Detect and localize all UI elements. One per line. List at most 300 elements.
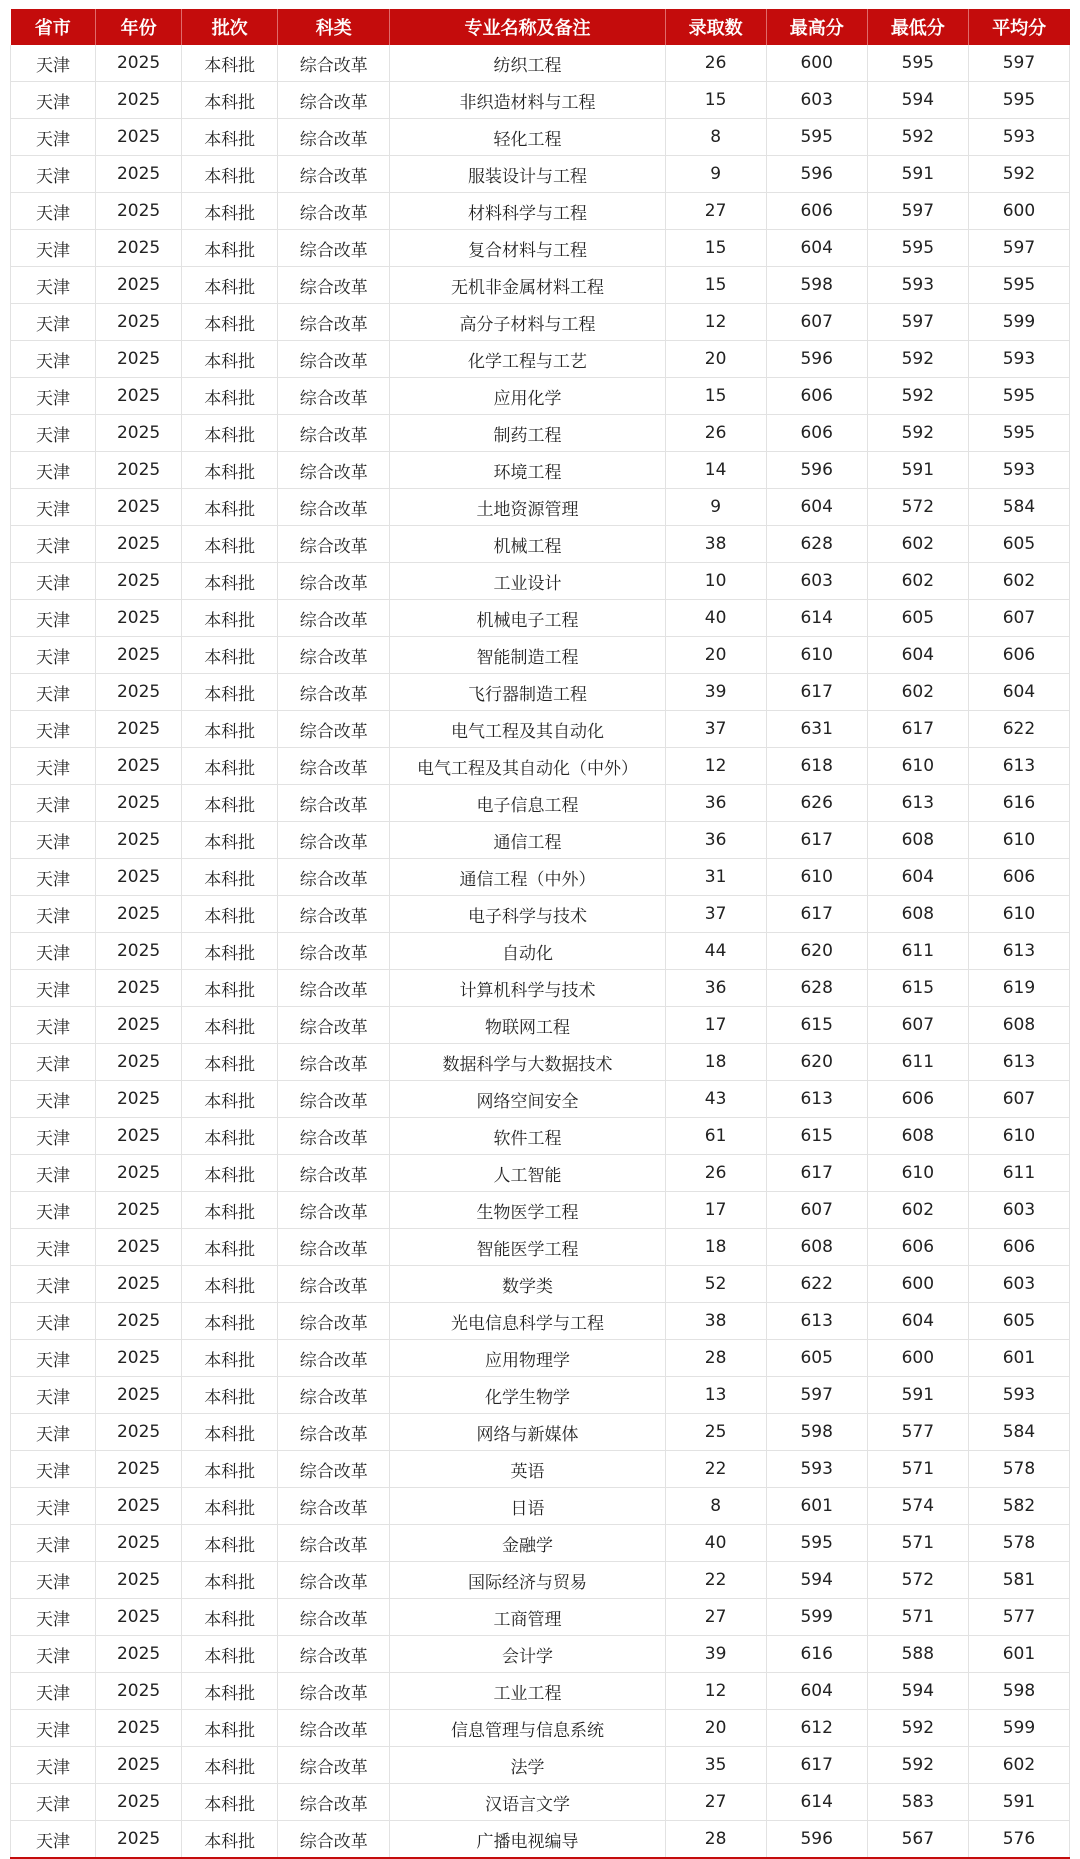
cell-admitted-count: 8 xyxy=(665,1488,766,1525)
cell-subject-type: 综合改革 xyxy=(278,193,390,230)
cell-min-score: 608 xyxy=(867,1118,968,1155)
cell-avg-score: 581 xyxy=(968,1562,1069,1599)
cell-batch: 本科批 xyxy=(182,156,278,193)
cell-batch: 本科批 xyxy=(182,119,278,156)
cell-avg-score: 593 xyxy=(968,341,1069,378)
cell-year: 2025 xyxy=(96,1007,182,1044)
cell-max-score: 605 xyxy=(766,1340,867,1377)
cell-major: 生物医学工程 xyxy=(390,1192,665,1229)
cell-min-score: 605 xyxy=(867,600,968,637)
cell-year: 2025 xyxy=(96,1266,182,1303)
cell-max-score: 614 xyxy=(766,600,867,637)
cell-subject-type: 综合改革 xyxy=(278,1488,390,1525)
table-row xyxy=(11,489,1070,526)
cell-max-score: 610 xyxy=(766,859,867,896)
cell-max-score: 594 xyxy=(766,1562,867,1599)
cell-min-score: 577 xyxy=(867,1414,968,1451)
cell-min-score: 602 xyxy=(867,563,968,600)
cell-province: 天津 xyxy=(11,1266,96,1303)
cell-admitted-count: 40 xyxy=(665,600,766,637)
cell-subject-type: 综合改革 xyxy=(278,119,390,156)
cell-year: 2025 xyxy=(96,1636,182,1673)
cell-min-score: 574 xyxy=(867,1488,968,1525)
cell-admitted-count: 22 xyxy=(665,1562,766,1599)
cell-province: 天津 xyxy=(11,1118,96,1155)
cell-avg-score: 613 xyxy=(968,933,1069,970)
cell-subject-type: 综合改革 xyxy=(278,563,390,600)
cell-admitted-count: 14 xyxy=(665,452,766,489)
cell-province: 天津 xyxy=(11,1192,96,1229)
cell-year: 2025 xyxy=(96,489,182,526)
cell-year: 2025 xyxy=(96,1081,182,1118)
cell-max-score: 610 xyxy=(766,637,867,674)
cell-year: 2025 xyxy=(96,1229,182,1266)
cell-province: 天津 xyxy=(11,1562,96,1599)
cell-avg-score: 599 xyxy=(968,1710,1069,1747)
cell-min-score: 607 xyxy=(867,1007,968,1044)
cell-batch: 本科批 xyxy=(182,193,278,230)
cell-admitted-count: 13 xyxy=(665,1377,766,1414)
cell-major: 法学 xyxy=(390,1747,665,1784)
table-row xyxy=(11,1488,1070,1525)
cell-year: 2025 xyxy=(96,674,182,711)
cell-batch: 本科批 xyxy=(182,1229,278,1266)
cell-avg-score: 578 xyxy=(968,1451,1069,1488)
header-subject-type: 科类 xyxy=(278,9,390,45)
cell-province: 天津 xyxy=(11,193,96,230)
cell-subject-type: 综合改革 xyxy=(278,1266,390,1303)
cell-min-score: 600 xyxy=(867,1266,968,1303)
cell-admitted-count: 26 xyxy=(665,1155,766,1192)
table-row xyxy=(11,452,1070,489)
cell-max-score: 606 xyxy=(766,415,867,452)
cell-avg-score: 608 xyxy=(968,1007,1069,1044)
cell-min-score: 611 xyxy=(867,1044,968,1081)
cell-admitted-count: 39 xyxy=(665,1636,766,1673)
cell-avg-score: 610 xyxy=(968,822,1069,859)
cell-avg-score: 598 xyxy=(968,1673,1069,1710)
cell-province: 天津 xyxy=(11,119,96,156)
cell-admitted-count: 37 xyxy=(665,896,766,933)
cell-subject-type: 综合改革 xyxy=(278,1451,390,1488)
cell-max-score: 617 xyxy=(766,1747,867,1784)
cell-province: 天津 xyxy=(11,970,96,1007)
cell-year: 2025 xyxy=(96,1488,182,1525)
cell-subject-type: 综合改革 xyxy=(278,785,390,822)
cell-province: 天津 xyxy=(11,1451,96,1488)
cell-year: 2025 xyxy=(96,119,182,156)
cell-max-score: 615 xyxy=(766,1118,867,1155)
cell-avg-score: 606 xyxy=(968,637,1069,674)
cell-min-score: 602 xyxy=(867,674,968,711)
cell-subject-type: 综合改革 xyxy=(278,1118,390,1155)
cell-admitted-count: 43 xyxy=(665,1081,766,1118)
cell-subject-type: 综合改革 xyxy=(278,156,390,193)
cell-province: 天津 xyxy=(11,1525,96,1562)
cell-subject-type: 综合改革 xyxy=(278,1562,390,1599)
cell-subject-type: 综合改革 xyxy=(278,600,390,637)
cell-min-score: 592 xyxy=(867,415,968,452)
table-row xyxy=(11,1118,1070,1155)
cell-max-score: 604 xyxy=(766,230,867,267)
cell-major: 汉语言文学 xyxy=(390,1784,665,1821)
cell-province: 天津 xyxy=(11,1340,96,1377)
cell-major: 制药工程 xyxy=(390,415,665,452)
cell-major: 信息管理与信息系统 xyxy=(390,1710,665,1747)
cell-min-score: 594 xyxy=(867,1673,968,1710)
cell-year: 2025 xyxy=(96,970,182,1007)
cell-subject-type: 综合改革 xyxy=(278,1673,390,1710)
header-avg-score: 平均分 xyxy=(968,9,1069,45)
table-row xyxy=(11,785,1070,822)
cell-max-score: 595 xyxy=(766,1525,867,1562)
cell-max-score: 606 xyxy=(766,378,867,415)
cell-max-score: 622 xyxy=(766,1266,867,1303)
cell-major: 复合材料与工程 xyxy=(390,230,665,267)
cell-major: 化学工程与工艺 xyxy=(390,341,665,378)
cell-subject-type: 综合改革 xyxy=(278,1414,390,1451)
cell-admitted-count: 17 xyxy=(665,1007,766,1044)
cell-batch: 本科批 xyxy=(182,1044,278,1081)
cell-major: 机械工程 xyxy=(390,526,665,563)
cell-avg-score: 597 xyxy=(968,45,1069,82)
table-row xyxy=(11,822,1070,859)
cell-subject-type: 综合改革 xyxy=(278,674,390,711)
cell-admitted-count: 26 xyxy=(665,45,766,82)
cell-batch: 本科批 xyxy=(182,1007,278,1044)
cell-province: 天津 xyxy=(11,45,96,82)
cell-max-score: 603 xyxy=(766,563,867,600)
table-row xyxy=(11,711,1070,748)
cell-major: 计算机科学与技术 xyxy=(390,970,665,1007)
cell-max-score: 606 xyxy=(766,193,867,230)
cell-province: 天津 xyxy=(11,822,96,859)
cell-admitted-count: 9 xyxy=(665,156,766,193)
cell-admitted-count: 36 xyxy=(665,822,766,859)
cell-batch: 本科批 xyxy=(182,1488,278,1525)
cell-avg-score: 613 xyxy=(968,1044,1069,1081)
cell-admitted-count: 52 xyxy=(665,1266,766,1303)
cell-avg-score: 600 xyxy=(968,193,1069,230)
cell-major: 数学类 xyxy=(390,1266,665,1303)
cell-max-score: 596 xyxy=(766,341,867,378)
cell-max-score: 626 xyxy=(766,785,867,822)
cell-batch: 本科批 xyxy=(182,1192,278,1229)
cell-min-score: 606 xyxy=(867,1229,968,1266)
cell-max-score: 596 xyxy=(766,1821,867,1859)
cell-province: 天津 xyxy=(11,1414,96,1451)
table-row xyxy=(11,1081,1070,1118)
cell-admitted-count: 12 xyxy=(665,1673,766,1710)
cell-admitted-count: 15 xyxy=(665,230,766,267)
cell-admitted-count: 27 xyxy=(665,1599,766,1636)
cell-admitted-count: 28 xyxy=(665,1821,766,1859)
cell-year: 2025 xyxy=(96,600,182,637)
cell-min-score: 592 xyxy=(867,1747,968,1784)
table-row xyxy=(11,1229,1070,1266)
cell-min-score: 608 xyxy=(867,896,968,933)
cell-min-score: 591 xyxy=(867,156,968,193)
cell-avg-score: 606 xyxy=(968,859,1069,896)
cell-major: 非织造材料与工程 xyxy=(390,82,665,119)
cell-major: 英语 xyxy=(390,1451,665,1488)
cell-max-score: 600 xyxy=(766,45,867,82)
cell-avg-score: 605 xyxy=(968,526,1069,563)
cell-min-score: 613 xyxy=(867,785,968,822)
cell-year: 2025 xyxy=(96,563,182,600)
table-row xyxy=(11,1784,1070,1821)
cell-major: 自动化 xyxy=(390,933,665,970)
cell-province: 天津 xyxy=(11,1229,96,1266)
cell-admitted-count: 12 xyxy=(665,304,766,341)
cell-admitted-count: 15 xyxy=(665,82,766,119)
cell-min-score: 606 xyxy=(867,1081,968,1118)
cell-min-score: 610 xyxy=(867,748,968,785)
header-min-score: 最低分 xyxy=(867,9,968,45)
cell-year: 2025 xyxy=(96,1192,182,1229)
cell-year: 2025 xyxy=(96,1118,182,1155)
cell-subject-type: 综合改革 xyxy=(278,526,390,563)
cell-avg-score: 595 xyxy=(968,82,1069,119)
cell-avg-score: 607 xyxy=(968,1081,1069,1118)
cell-province: 天津 xyxy=(11,1044,96,1081)
cell-batch: 本科批 xyxy=(182,82,278,119)
cell-avg-score: 622 xyxy=(968,711,1069,748)
cell-subject-type: 综合改革 xyxy=(278,378,390,415)
cell-batch: 本科批 xyxy=(182,1303,278,1340)
cell-batch: 本科批 xyxy=(182,674,278,711)
cell-max-score: 603 xyxy=(766,82,867,119)
cell-batch: 本科批 xyxy=(182,230,278,267)
cell-subject-type: 综合改革 xyxy=(278,1229,390,1266)
cell-max-score: 617 xyxy=(766,822,867,859)
cell-province: 天津 xyxy=(11,1710,96,1747)
cell-year: 2025 xyxy=(96,859,182,896)
cell-batch: 本科批 xyxy=(182,341,278,378)
cell-subject-type: 综合改革 xyxy=(278,304,390,341)
cell-avg-score: 613 xyxy=(968,748,1069,785)
cell-min-score: 608 xyxy=(867,822,968,859)
cell-avg-score: 605 xyxy=(968,1303,1069,1340)
cell-province: 天津 xyxy=(11,637,96,674)
cell-max-score: 613 xyxy=(766,1303,867,1340)
cell-year: 2025 xyxy=(96,1155,182,1192)
cell-subject-type: 综合改革 xyxy=(278,1155,390,1192)
cell-year: 2025 xyxy=(96,637,182,674)
cell-province: 天津 xyxy=(11,933,96,970)
cell-province: 天津 xyxy=(11,156,96,193)
table-row xyxy=(11,267,1070,304)
cell-major: 应用化学 xyxy=(390,378,665,415)
cell-province: 天津 xyxy=(11,1081,96,1118)
cell-major: 智能制造工程 xyxy=(390,637,665,674)
cell-subject-type: 综合改革 xyxy=(278,267,390,304)
table-row xyxy=(11,1451,1070,1488)
table-row xyxy=(11,600,1070,637)
cell-avg-score: 593 xyxy=(968,1377,1069,1414)
cell-avg-score: 593 xyxy=(968,119,1069,156)
cell-batch: 本科批 xyxy=(182,452,278,489)
table-row xyxy=(11,1747,1070,1784)
table-row xyxy=(11,1710,1070,1747)
table-row xyxy=(11,1377,1070,1414)
table-row xyxy=(11,1192,1070,1229)
cell-min-score: 591 xyxy=(867,1377,968,1414)
table-row xyxy=(11,1303,1070,1340)
cell-avg-score: 602 xyxy=(968,563,1069,600)
cell-avg-score: 599 xyxy=(968,304,1069,341)
table-row xyxy=(11,1414,1070,1451)
cell-admitted-count: 38 xyxy=(665,1303,766,1340)
cell-province: 天津 xyxy=(11,304,96,341)
cell-province: 天津 xyxy=(11,82,96,119)
cell-subject-type: 综合改革 xyxy=(278,1081,390,1118)
cell-max-score: 593 xyxy=(766,1451,867,1488)
cell-subject-type: 综合改革 xyxy=(278,1821,390,1859)
cell-admitted-count: 20 xyxy=(665,341,766,378)
cell-major: 工业工程 xyxy=(390,1673,665,1710)
cell-batch: 本科批 xyxy=(182,637,278,674)
cell-subject-type: 综合改革 xyxy=(278,1525,390,1562)
cell-admitted-count: 39 xyxy=(665,674,766,711)
cell-province: 天津 xyxy=(11,230,96,267)
cell-min-score: 604 xyxy=(867,859,968,896)
cell-subject-type: 综合改革 xyxy=(278,1599,390,1636)
cell-min-score: 602 xyxy=(867,1192,968,1229)
cell-subject-type: 综合改革 xyxy=(278,230,390,267)
cell-min-score: 604 xyxy=(867,1303,968,1340)
cell-admitted-count: 27 xyxy=(665,1784,766,1821)
cell-avg-score: 604 xyxy=(968,674,1069,711)
cell-admitted-count: 25 xyxy=(665,1414,766,1451)
cell-batch: 本科批 xyxy=(182,1525,278,1562)
cell-avg-score: 577 xyxy=(968,1599,1069,1636)
table-row xyxy=(11,970,1070,1007)
header-major: 专业名称及备注 xyxy=(390,9,665,45)
cell-year: 2025 xyxy=(96,267,182,304)
cell-avg-score: 595 xyxy=(968,378,1069,415)
cell-subject-type: 综合改革 xyxy=(278,1303,390,1340)
cell-province: 天津 xyxy=(11,1636,96,1673)
table-row xyxy=(11,1599,1070,1636)
table-row xyxy=(11,748,1070,785)
cell-major: 高分子材料与工程 xyxy=(390,304,665,341)
table-row xyxy=(11,1340,1070,1377)
cell-province: 天津 xyxy=(11,1303,96,1340)
cell-max-score: 631 xyxy=(766,711,867,748)
cell-admitted-count: 31 xyxy=(665,859,766,896)
table-row xyxy=(11,1266,1070,1303)
cell-year: 2025 xyxy=(96,526,182,563)
cell-province: 天津 xyxy=(11,1599,96,1636)
cell-province: 天津 xyxy=(11,1747,96,1784)
table-row xyxy=(11,1007,1070,1044)
cell-year: 2025 xyxy=(96,1303,182,1340)
cell-major: 通信工程 xyxy=(390,822,665,859)
cell-admitted-count: 61 xyxy=(665,1118,766,1155)
table-row xyxy=(11,82,1070,119)
cell-year: 2025 xyxy=(96,193,182,230)
cell-major: 服装设计与工程 xyxy=(390,156,665,193)
cell-major: 光电信息科学与工程 xyxy=(390,1303,665,1340)
cell-batch: 本科批 xyxy=(182,526,278,563)
cell-year: 2025 xyxy=(96,711,182,748)
cell-province: 天津 xyxy=(11,526,96,563)
cell-year: 2025 xyxy=(96,1414,182,1451)
cell-year: 2025 xyxy=(96,896,182,933)
cell-batch: 本科批 xyxy=(182,1451,278,1488)
cell-min-score: 611 xyxy=(867,933,968,970)
cell-major: 网络与新媒体 xyxy=(390,1414,665,1451)
cell-major: 化学生物学 xyxy=(390,1377,665,1414)
table-row xyxy=(11,896,1070,933)
cell-province: 天津 xyxy=(11,341,96,378)
table-row xyxy=(11,378,1070,415)
cell-max-score: 617 xyxy=(766,674,867,711)
table-row xyxy=(11,193,1070,230)
cell-admitted-count: 15 xyxy=(665,267,766,304)
table-row xyxy=(11,1525,1070,1562)
cell-major: 土地资源管理 xyxy=(390,489,665,526)
cell-year: 2025 xyxy=(96,822,182,859)
cell-province: 天津 xyxy=(11,600,96,637)
cell-province: 天津 xyxy=(11,1155,96,1192)
cell-batch: 本科批 xyxy=(182,1599,278,1636)
cell-admitted-count: 44 xyxy=(665,933,766,970)
table-row xyxy=(11,933,1070,970)
cell-admitted-count: 37 xyxy=(665,711,766,748)
cell-subject-type: 综合改革 xyxy=(278,896,390,933)
cell-year: 2025 xyxy=(96,1340,182,1377)
cell-admitted-count: 40 xyxy=(665,1525,766,1562)
cell-year: 2025 xyxy=(96,452,182,489)
table-row xyxy=(11,230,1070,267)
header-row xyxy=(11,9,1070,45)
cell-avg-score: 610 xyxy=(968,1118,1069,1155)
cell-min-score: 571 xyxy=(867,1599,968,1636)
cell-avg-score: 582 xyxy=(968,1488,1069,1525)
cell-subject-type: 综合改革 xyxy=(278,1636,390,1673)
cell-max-score: 612 xyxy=(766,1710,867,1747)
cell-major: 日语 xyxy=(390,1488,665,1525)
cell-min-score: 597 xyxy=(867,304,968,341)
cell-avg-score: 584 xyxy=(968,1414,1069,1451)
cell-major: 国际经济与贸易 xyxy=(390,1562,665,1599)
cell-max-score: 616 xyxy=(766,1636,867,1673)
cell-province: 天津 xyxy=(11,859,96,896)
cell-max-score: 613 xyxy=(766,1081,867,1118)
cell-major: 通信工程（中外） xyxy=(390,859,665,896)
header-max-score: 最高分 xyxy=(766,9,867,45)
cell-province: 天津 xyxy=(11,785,96,822)
cell-subject-type: 综合改革 xyxy=(278,341,390,378)
cell-admitted-count: 38 xyxy=(665,526,766,563)
cell-batch: 本科批 xyxy=(182,45,278,82)
cell-subject-type: 综合改革 xyxy=(278,415,390,452)
cell-subject-type: 综合改革 xyxy=(278,859,390,896)
cell-admitted-count: 10 xyxy=(665,563,766,600)
cell-subject-type: 综合改革 xyxy=(278,45,390,82)
cell-min-score: 594 xyxy=(867,82,968,119)
cell-major: 机械电子工程 xyxy=(390,600,665,637)
cell-admitted-count: 18 xyxy=(665,1229,766,1266)
cell-major: 飞行器制造工程 xyxy=(390,674,665,711)
header-province: 省市 xyxy=(11,9,96,45)
table-row xyxy=(11,1636,1070,1673)
cell-province: 天津 xyxy=(11,1784,96,1821)
cell-min-score: 583 xyxy=(867,1784,968,1821)
cell-avg-score: 597 xyxy=(968,230,1069,267)
